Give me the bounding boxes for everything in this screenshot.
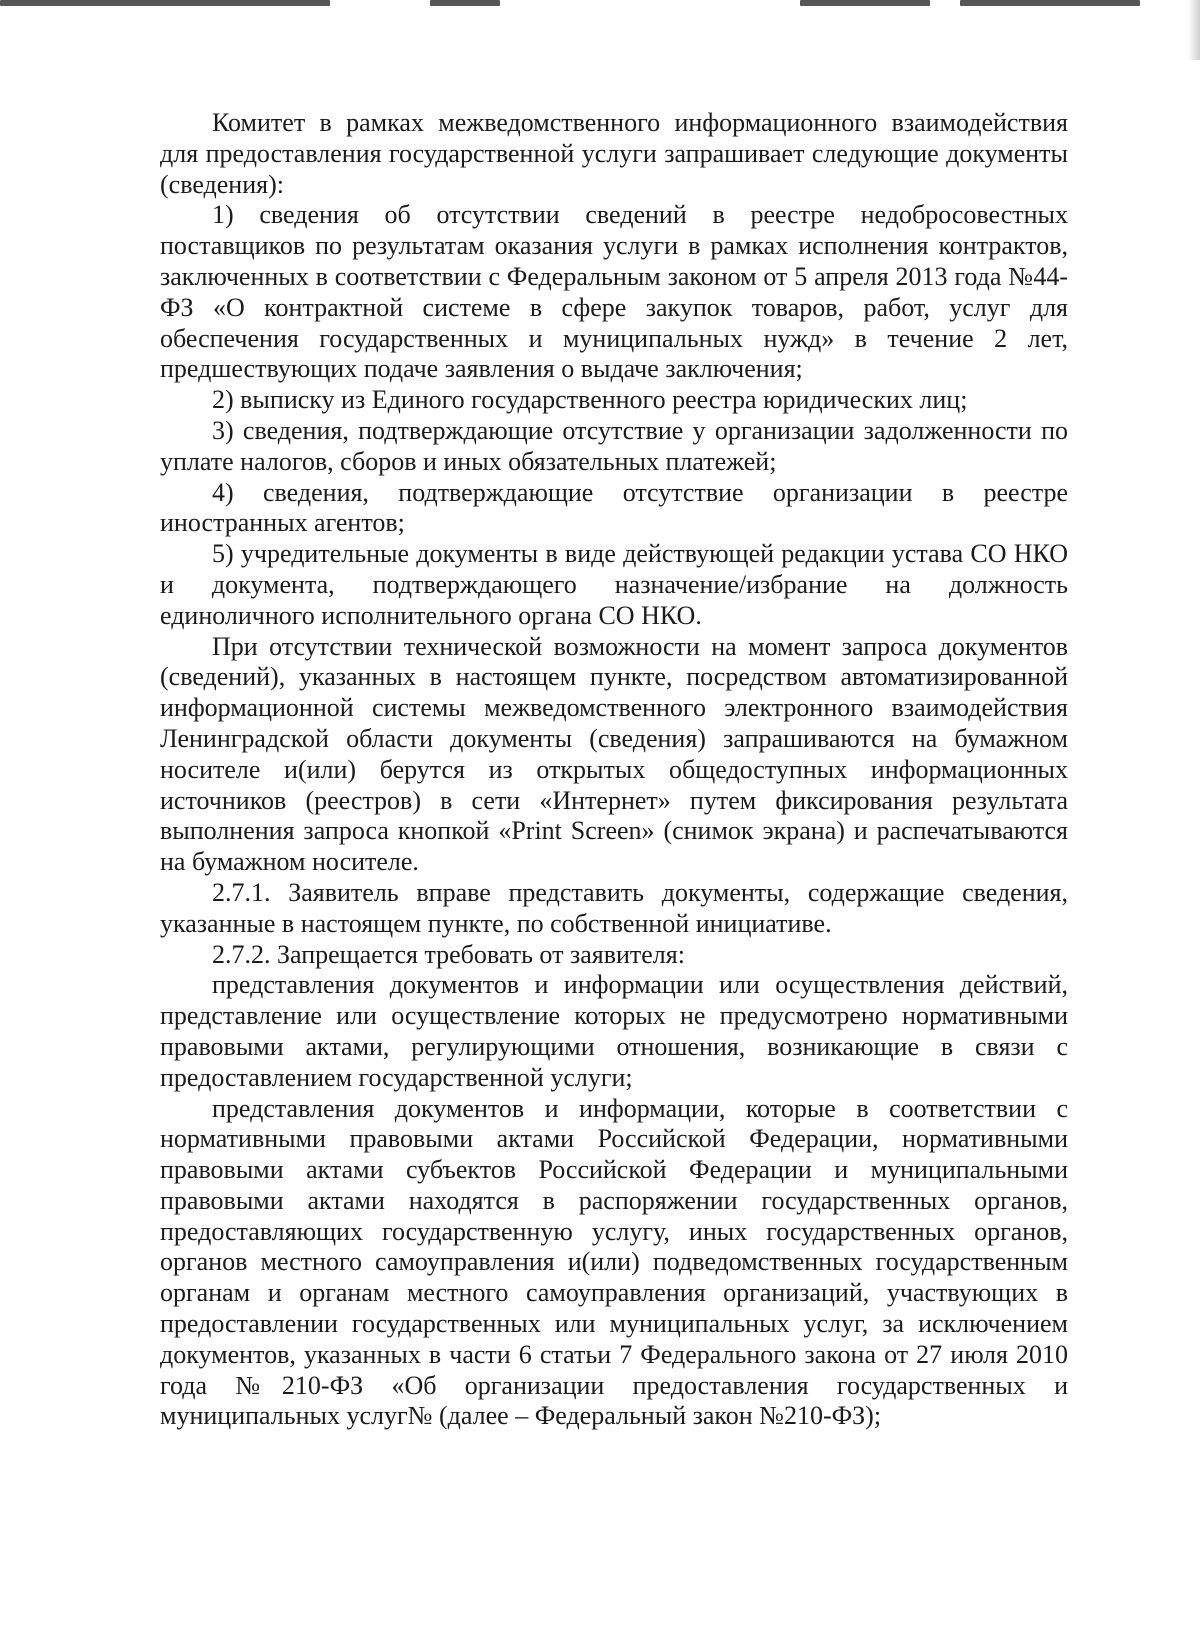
scan-artifact <box>960 0 1140 6</box>
scan-artifact <box>0 0 330 6</box>
paragraph: 2.7.1. Заявитель вправе представить документы, содержащие сведения, указанные в настоящем пункте, по собственной инициативе. <box>160 877 1068 938</box>
paragraph: При отсутствии технической возможности на момент запроса документов (сведений), указанных в настоящем пункте, посредством автоматизированной информационной системы межведомственного электронного взаимодействия Ленинградской области документы (сведения) запрашиваются на бумажном носителе и(или) берутся из открытых общедоступных информационных источников (реестров) в сети «Интернет» путем фиксирования результата выполнения запроса кнопкой «Print Screen» (снимок экрана) и распечатываются на бумажном носителе. <box>160 631 1068 877</box>
scan-artifact <box>800 0 930 6</box>
paragraph: Комитет в рамках межведомственного информационного взаимодействия для предоставления государственной услуги запрашивает следующие документы (сведения): <box>160 108 1068 199</box>
paragraph: представления документов и информации, которые в соответствии с нормативными правовыми актами Российской Федерации, нормативными правовыми актами субъектов Российской Федерации и муниципальными правовыми актами находятся в распоряжении государственных органов, предоставляющих государственную услугу, иных государственных органов, органов местного самоуправления и(или) подведомственных государственным органам и органам местного самоуправления организаций, участвующих в предоставлении государственных или муниципальных услуг, за исключением документов, указанных в части 6 статьи 7 Федерального закона от 27 июля 2010 года №210-ФЗ «Об организации предоставления государственных и муниципальных услуг№ (далее – Федеральный закон №210-ФЗ); <box>160 1093 1068 1431</box>
paragraph: 5) учредительные документы в виде действующей редакции устава СО НКО и документа, подтверждающего назначение/избрание на должность единоличного исполнительного органа СО НКО. <box>160 539 1068 630</box>
document-body <box>160 108 1068 1432</box>
paragraph: 2.7.2. Запрещается требовать от заявителя: <box>212 939 685 969</box>
scan-artifact <box>430 0 500 6</box>
scan-artifact-right-edge <box>1188 0 1200 60</box>
paragraph: 4) сведения, подтверждающие отсутствие организации в реестре иностранных агентов; <box>160 477 1068 538</box>
paragraph: 3) сведения, подтверждающие отсутствие у организации задолженности по уплате налогов, сборов и иных обязательных платежей; <box>160 415 1068 476</box>
scan-artifact-top-strip <box>0 0 1200 16</box>
paragraph: представления документов и информации или осуществления действий, представление или осуществление которых не предусмотрено нормативными правовыми актами, регулирующими отношения, возникающие в связи с предоставлением государственной услуги; <box>160 970 1068 1092</box>
paragraph: 2) выписку из Единого государственного реестра юридических лиц; <box>212 385 968 415</box>
paragraph: 1) сведения об отсутствии сведений в реестре недобросовестных поставщиков по результатам оказания услуги в рамках исполнения контрактов, заключенных в соответствии с Федеральным законом от 5 апреля 2013 года №44-ФЗ «О контрактной системе в сфере закупок товаров, работ, услуг для обеспечения государственных и муниципальных нужд» в течение 2 лет, предшествующих подаче заявления о выдаче заключения; <box>160 200 1068 384</box>
